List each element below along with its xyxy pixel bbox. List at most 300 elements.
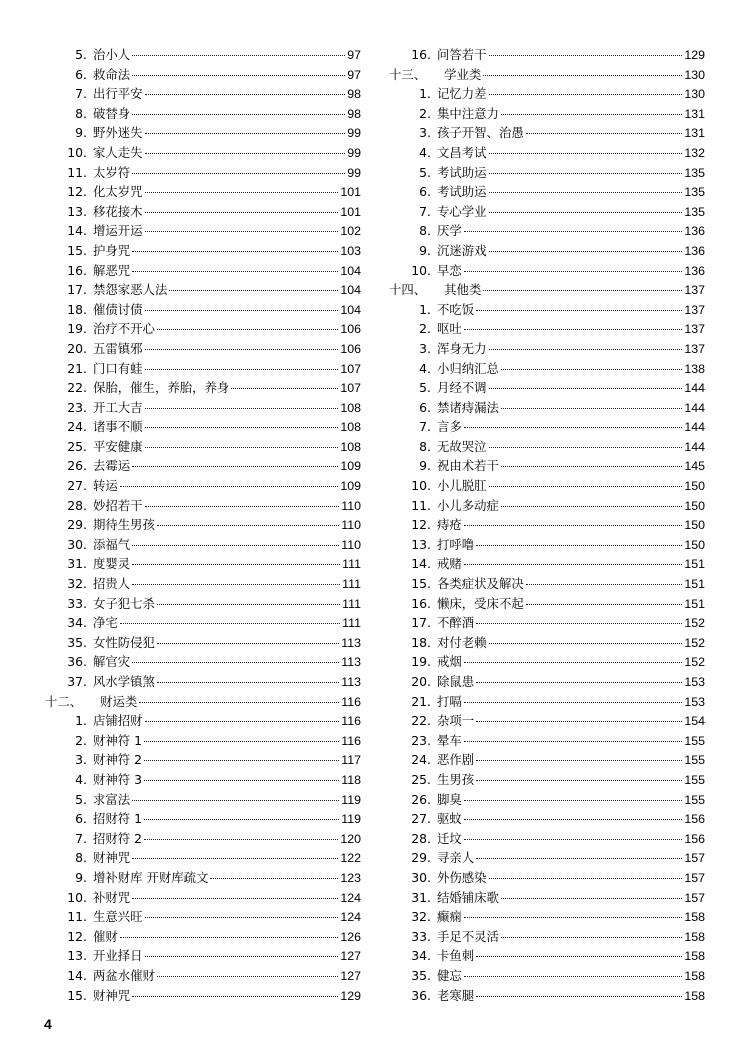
toc-entry[interactable] (389, 927, 705, 947)
toc-entry-title: 驱蚊 (437, 811, 462, 827)
toc-entry[interactable] (45, 711, 361, 731)
dot-leader (489, 486, 683, 487)
toc-entry[interactable] (389, 946, 705, 966)
toc-entry-page: 144 (684, 439, 705, 454)
toc-entry-title: 生意兴旺 (93, 909, 143, 925)
toc-entry-page: 111 (342, 577, 361, 592)
toc-entry-number: 十四、 (389, 282, 427, 298)
toc-entry-title: 求富法 (93, 791, 131, 807)
toc-entry-page: 150 (684, 518, 705, 533)
toc-entry[interactable] (45, 202, 361, 222)
dot-leader (145, 231, 339, 232)
toc-entry[interactable] (389, 45, 705, 65)
dot-leader (144, 780, 339, 781)
toc-entry-title: 其他类 (444, 282, 482, 298)
toc-section-heading[interactable] (389, 280, 705, 300)
toc-entry-number: 22. (67, 380, 87, 396)
toc-entry-number: 6. (419, 399, 431, 415)
toc-entry-title: 健忘 (437, 967, 462, 983)
toc-entry-number: 35. (411, 967, 431, 983)
dot-leader (145, 133, 346, 134)
dot-leader (144, 760, 339, 761)
toc-entry[interactable] (389, 554, 705, 574)
toc-entry[interactable] (389, 809, 705, 829)
toc-entry[interactable] (45, 221, 361, 241)
toc-entry-page: 113 (341, 655, 361, 670)
toc-entry-title: 化太岁咒 (93, 184, 143, 200)
toc-entry-page: 155 (684, 792, 705, 807)
toc-entry-title: 治疗不开心 (93, 321, 155, 337)
toc-entry[interactable] (389, 574, 705, 594)
toc-entry-number: 8. (419, 223, 431, 239)
toc-entry[interactable] (45, 770, 361, 790)
toc-entry[interactable] (389, 476, 705, 496)
dot-leader (132, 584, 340, 585)
toc-entry[interactable] (389, 731, 705, 751)
toc-entry-title: 禁诸痔漏法 (437, 399, 499, 415)
toc-entry-number: 13. (67, 203, 87, 219)
toc-entry[interactable] (389, 339, 705, 359)
toc-entry[interactable] (45, 750, 361, 770)
dot-leader (157, 682, 339, 683)
toc-entry-title: 外伤感染 (437, 869, 487, 885)
toc-entry[interactable] (389, 907, 705, 927)
toc-entry[interactable] (389, 750, 705, 770)
toc-entry-page: 152 (684, 655, 705, 670)
toc-section-heading[interactable] (389, 65, 705, 85)
toc-entry[interactable] (389, 633, 705, 653)
toc-entry[interactable] (45, 829, 361, 849)
toc-entry[interactable] (45, 594, 361, 614)
toc-entry-title: 各类症状及解决 (437, 576, 524, 592)
toc-entry[interactable] (389, 790, 705, 810)
toc-entry[interactable] (389, 359, 705, 379)
toc-entry[interactable] (389, 515, 705, 535)
toc-entry[interactable] (389, 300, 705, 320)
toc-entry-number: 18. (411, 634, 431, 650)
toc-entry-title: 记忆力差 (437, 86, 487, 102)
toc-entry-title: 考试助运 (437, 184, 487, 200)
toc-entry-number: 33. (411, 928, 431, 944)
toc-left-column (45, 45, 361, 1005)
toc-entry-number: 32. (67, 576, 87, 592)
toc-entry[interactable] (389, 535, 705, 555)
dot-leader (144, 819, 339, 820)
toc-entry-title: 厌学 (437, 223, 462, 239)
toc-entry[interactable] (45, 613, 361, 633)
toc-entry-number: 4. (419, 360, 431, 376)
toc-entry-title: 言多 (437, 419, 462, 435)
toc-entry-title: 专心学业 (437, 203, 487, 219)
toc-entry-number: 13. (411, 536, 431, 552)
toc-entry[interactable] (389, 143, 705, 163)
toc-entry-title: 不醉酒 (437, 615, 475, 631)
dot-leader (489, 388, 683, 389)
toc-entry-title: 孩子开智、治愚 (437, 125, 524, 141)
toc-entry[interactable] (389, 496, 705, 516)
dot-leader (145, 310, 339, 311)
toc-entry-number: 28. (67, 497, 87, 513)
page-number: 4 (44, 1016, 52, 1032)
toc-entry-number: 3. (75, 752, 87, 768)
toc-entry-number: 10. (411, 262, 431, 278)
toc-entry-number: 23. (411, 732, 431, 748)
toc-entry-number: 31. (411, 889, 431, 905)
toc-entry-number: 29. (67, 517, 87, 533)
toc-entry[interactable] (389, 241, 705, 261)
dot-leader (145, 369, 339, 370)
toc-entry[interactable] (45, 672, 361, 692)
toc-entry-number: 1. (419, 301, 431, 317)
toc-entry-title: 转运 (93, 478, 118, 494)
toc-entry[interactable] (45, 907, 361, 927)
toc-entry-page: 111 (342, 616, 361, 631)
toc-entry[interactable] (45, 535, 361, 555)
toc-entry[interactable] (389, 163, 705, 183)
dot-leader (132, 114, 345, 115)
toc-entry-title: 恶作剧 (437, 752, 475, 768)
toc-entry-title: 懒床，受床不起 (437, 595, 524, 611)
toc-entry-page: 104 (340, 302, 361, 317)
toc-entry[interactable] (45, 143, 361, 163)
toc-entry-number: 8. (419, 438, 431, 454)
dot-leader (157, 525, 339, 526)
toc-entry-title: 期待生男孩 (93, 517, 155, 533)
toc-entry-number: 9. (419, 242, 431, 258)
toc-entry-title: 度婴灵 (93, 556, 131, 572)
dot-leader (145, 153, 346, 154)
toc-entry-page: 158 (684, 910, 705, 925)
toc-entry-title: 祝由术若干 (437, 458, 499, 474)
toc-entry-title: 结婚铺床歌 (437, 889, 499, 905)
toc-entry-number: 8. (75, 105, 87, 121)
toc-entry-title: 增运开运 (93, 223, 143, 239)
dot-leader (145, 721, 340, 722)
toc-entry-title: 治小人 (93, 47, 131, 62)
toc-entry-title: 补财咒 (93, 889, 131, 905)
toc-entry[interactable] (389, 868, 705, 888)
toc-entry-title: 考试助运 (437, 164, 487, 180)
toc-entry[interactable] (389, 594, 705, 614)
dot-leader (145, 447, 339, 448)
toc-entry[interactable] (45, 456, 361, 476)
toc-entry-page: 150 (684, 537, 705, 552)
toc-entry-number: 5. (419, 164, 431, 180)
toc-entry-number: 1. (419, 86, 431, 102)
toc-entry[interactable] (45, 554, 361, 574)
toc-entry-title: 去霉运 (93, 458, 131, 474)
toc-entry[interactable] (45, 280, 361, 300)
toc-entry[interactable] (389, 398, 705, 418)
toc-entry-page: 132 (684, 145, 705, 160)
toc-entry[interactable] (389, 986, 705, 1006)
toc-entry[interactable] (389, 888, 705, 908)
toc-entry[interactable] (45, 123, 361, 143)
toc-entry-number: 10. (67, 889, 87, 905)
toc-entry-page: 127 (340, 968, 361, 983)
dot-leader (476, 780, 682, 781)
toc-entry-title: 寻亲人 (437, 850, 475, 866)
toc-entry-number: 34. (67, 615, 87, 631)
toc-entry-title: 招财符 1 (93, 811, 142, 827)
toc-entry-page: 151 (684, 577, 705, 592)
toc-entry[interactable] (45, 339, 361, 359)
toc-entry-page: 109 (340, 459, 361, 474)
toc-entry-title: 保胎，催生，养胎，养身 (93, 380, 230, 396)
toc-entry-number: 10. (67, 144, 87, 160)
dot-leader (132, 75, 345, 76)
toc-entry[interactable] (389, 613, 705, 633)
toc-entry[interactable] (45, 731, 361, 751)
toc-entry-page: 106 (340, 341, 361, 356)
toc-entry[interactable] (389, 221, 705, 241)
toc-entry-number: 2. (419, 105, 431, 121)
toc-entry-number: 4. (75, 771, 87, 787)
toc-entry[interactable] (45, 163, 361, 183)
toc-entry-title: 两盆水催财 (93, 967, 155, 983)
toc-entry-title: 门口有蛙 (93, 360, 143, 376)
dot-leader (464, 976, 683, 977)
toc-entry[interactable] (389, 84, 705, 104)
toc-entry-page: 152 (684, 616, 705, 631)
toc-entry-page: 101 (340, 204, 361, 219)
toc-entry[interactable] (45, 848, 361, 868)
toc-entry-page: 127 (340, 949, 361, 964)
toc-entry-number: 36. (67, 654, 87, 670)
toc-entry[interactable] (389, 692, 705, 712)
toc-entry[interactable] (45, 182, 361, 202)
toc-entry-title: 学业类 (444, 66, 482, 82)
toc-entry[interactable] (389, 437, 705, 457)
toc-entry-page: 99 (347, 145, 361, 160)
toc-entry-number: 25. (411, 771, 431, 787)
toc-entry[interactable] (45, 515, 361, 535)
toc-entry-number: 11. (67, 909, 87, 925)
toc-entry-page: 130 (684, 87, 705, 102)
toc-entry-number: 7. (419, 203, 431, 219)
toc-entry-page: 99 (347, 126, 361, 141)
toc-entry[interactable] (45, 927, 361, 947)
toc-entry-title: 催财 (93, 928, 118, 944)
dot-leader (139, 702, 339, 703)
dot-leader (489, 878, 683, 879)
toc-entry[interactable] (389, 966, 705, 986)
toc-entry-title: 痔疮 (437, 517, 462, 533)
toc-entry[interactable] (389, 672, 705, 692)
toc-entry[interactable] (45, 868, 361, 888)
toc-entry[interactable] (389, 182, 705, 202)
toc-entry-number: 27. (411, 811, 431, 827)
toc-entry[interactable] (45, 809, 361, 829)
dot-leader (489, 192, 683, 193)
toc-entry[interactable] (45, 378, 361, 398)
toc-entry-page: 156 (684, 812, 705, 827)
toc-entry-page: 156 (684, 831, 705, 846)
toc-entry-number: 17. (67, 282, 87, 298)
dot-leader (132, 173, 345, 174)
toc-entry-title: 太岁符 (93, 164, 131, 180)
dot-leader (483, 75, 682, 76)
toc-entry-title: 打呼噜 (437, 536, 475, 552)
toc-entry-number: 20. (411, 674, 431, 689)
toc-entry[interactable] (45, 946, 361, 966)
toc-entry[interactable] (45, 652, 361, 672)
dot-leader (145, 956, 339, 957)
dot-leader (501, 466, 682, 467)
toc-entry[interactable] (45, 45, 361, 65)
toc-entry[interactable] (45, 417, 361, 437)
toc-entry[interactable] (45, 261, 361, 281)
toc-entry-number: 31. (67, 556, 87, 572)
toc-entry-number: 17. (411, 615, 431, 631)
toc-entry-number: 18. (67, 301, 87, 317)
toc-entry[interactable] (389, 123, 705, 143)
toc-entry[interactable] (45, 437, 361, 457)
toc-entry-page: 109 (340, 479, 361, 494)
dot-leader (157, 643, 339, 644)
toc-entry[interactable] (389, 829, 705, 849)
toc-entry[interactable] (45, 241, 361, 261)
toc-entry-number: 4. (419, 144, 431, 160)
toc-entry-page: 113 (341, 675, 361, 689)
toc-entry-page: 104 (340, 263, 361, 278)
toc-entry-title: 对付老赖 (437, 634, 487, 650)
toc-entry-number: 12. (67, 928, 87, 944)
dot-leader (489, 643, 683, 644)
toc-entry-number: 16. (411, 595, 431, 611)
dot-leader (464, 231, 683, 232)
toc-entry[interactable] (45, 496, 361, 516)
toc-entry-page: 155 (684, 772, 705, 787)
dot-leader (464, 525, 683, 526)
toc-entry-page: 137 (684, 341, 705, 356)
toc-entry-number: 3. (419, 125, 431, 141)
dot-leader (483, 290, 682, 291)
dot-leader (489, 173, 683, 174)
toc-entry[interactable] (389, 770, 705, 790)
toc-entry-number: 9. (75, 869, 87, 885)
toc-entry-page: 102 (340, 224, 361, 239)
toc-entry[interactable] (45, 476, 361, 496)
dot-leader (132, 564, 340, 565)
dot-leader (476, 310, 682, 311)
toc-entry[interactable] (45, 633, 361, 653)
toc-entry-page: 118 (341, 772, 361, 787)
toc-entry-title: 护身咒 (93, 242, 131, 258)
dot-leader (501, 114, 682, 115)
toc-entry-page: 122 (340, 851, 361, 866)
toc-entry[interactable] (389, 378, 705, 398)
dot-leader (464, 427, 683, 428)
toc-entry-title: 解恶咒 (93, 262, 131, 278)
toc-entry[interactable] (45, 888, 361, 908)
toc-entry[interactable] (389, 711, 705, 731)
toc-section-heading[interactable] (45, 692, 361, 712)
toc-entry-page: 119 (341, 792, 361, 807)
dot-leader (144, 741, 339, 742)
toc-entry-page: 98 (347, 106, 361, 121)
toc-entry-title: 女性防侵犯 (93, 634, 155, 650)
toc-entry-title: 救命法 (93, 66, 131, 82)
toc-entry[interactable] (45, 65, 361, 85)
toc-entry[interactable] (389, 652, 705, 672)
toc-entry-number: 7. (75, 830, 87, 846)
toc-entry[interactable] (45, 966, 361, 986)
toc-entry-number: 8. (75, 850, 87, 866)
toc-entry[interactable] (45, 790, 361, 810)
toc-entry[interactable] (389, 202, 705, 222)
toc-entry-title: 出行平安 (93, 86, 143, 102)
dot-leader (210, 878, 338, 879)
dot-leader (476, 545, 682, 546)
toc-entry-title: 财神符 2 (93, 752, 142, 768)
dot-leader (489, 447, 683, 448)
toc-entry-title: 女子犯七杀 (93, 595, 155, 611)
dot-leader (145, 94, 346, 95)
toc-entry[interactable] (45, 359, 361, 379)
toc-entry-number: 32. (411, 909, 431, 925)
toc-entry[interactable] (45, 986, 361, 1006)
toc-entry-page: 144 (684, 400, 705, 415)
dot-leader (145, 349, 339, 350)
toc-entry[interactable] (45, 319, 361, 339)
toc-entry[interactable] (389, 261, 705, 281)
toc-entry-title: 集中注意力 (437, 105, 499, 121)
toc-entry-title: 财运类 (100, 693, 138, 709)
dot-leader (489, 153, 683, 154)
toc-entry[interactable] (389, 319, 705, 339)
toc-entry-number: 2. (75, 732, 87, 748)
toc-entry-page: 117 (341, 753, 361, 768)
toc-entry-title: 问答若干 (437, 47, 487, 62)
toc-entry[interactable] (389, 456, 705, 476)
dot-leader (120, 937, 339, 938)
toc-entry[interactable] (389, 848, 705, 868)
toc-entry-page: 124 (340, 890, 361, 905)
toc-entry[interactable] (45, 398, 361, 418)
toc-entry-title: 净宅 (93, 615, 118, 631)
toc-entry[interactable] (389, 104, 705, 124)
toc-entry-number: 7. (75, 86, 87, 102)
toc-entry-number: 3. (419, 340, 431, 356)
toc-entry-page: 157 (684, 890, 705, 905)
toc-entry-page: 129 (340, 988, 361, 1003)
dot-leader (476, 760, 682, 761)
toc-entry-title: 除鼠患 (437, 674, 475, 689)
toc-entry-page: 158 (684, 968, 705, 983)
dot-leader (464, 819, 683, 820)
toc-entry[interactable] (45, 84, 361, 104)
toc-entry[interactable] (389, 417, 705, 437)
toc-entry-page: 123 (340, 870, 361, 885)
toc-entry-page: 106 (340, 322, 361, 337)
dot-leader (476, 956, 682, 957)
dot-leader (501, 506, 682, 507)
toc-entry-title: 解官灾 (93, 654, 131, 670)
toc-entry[interactable] (45, 104, 361, 124)
toc-entry-title: 招贵人 (93, 576, 131, 592)
toc-entry-number: 24. (411, 752, 431, 768)
toc-entry-number: 28. (411, 830, 431, 846)
toc-entry[interactable] (45, 574, 361, 594)
toc-entry-number: 5. (419, 380, 431, 396)
dot-leader (145, 917, 339, 918)
toc-entry-number: 6. (75, 66, 87, 82)
toc-entry-number: 十二、 (45, 693, 83, 709)
toc-entry-page: 151 (684, 596, 705, 611)
toc-entry[interactable] (45, 300, 361, 320)
toc-entry-page: 158 (684, 949, 705, 964)
